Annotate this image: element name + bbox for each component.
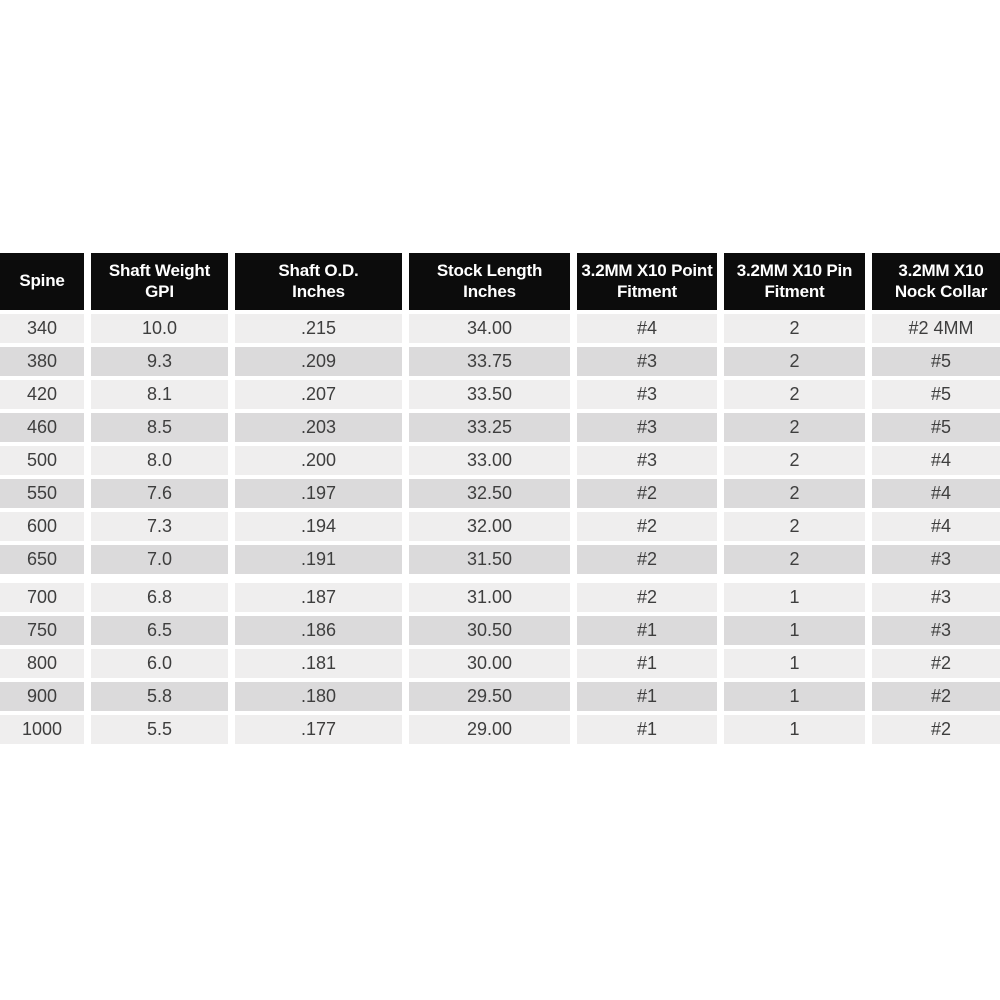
table-row (0, 682, 1000, 711)
cell: 460 (0, 413, 84, 442)
header-cell-line: Inches (292, 281, 345, 301)
cell: .181 (235, 649, 402, 678)
cell: 2 (724, 545, 865, 574)
cell: #5 (872, 347, 1000, 376)
header-cell-0 (0, 253, 84, 310)
header-cell-line: Nock Collar (894, 281, 988, 301)
cell: 900 (0, 682, 84, 711)
header-cell-line: Fitment (764, 281, 825, 301)
cell: .187 (235, 583, 402, 612)
cell: 1 (724, 616, 865, 645)
cell: 2 (724, 314, 865, 343)
cell: 32.50 (409, 479, 570, 508)
cell: #2 (577, 545, 717, 574)
header-cell-4 (577, 253, 717, 310)
cell: 380 (0, 347, 84, 376)
header-cell-line: Inches (463, 281, 516, 301)
cell: 31.00 (409, 583, 570, 612)
cell: 1 (724, 715, 865, 744)
table-row (0, 616, 1000, 645)
cell: #2 (577, 583, 717, 612)
group-spacer-cell (0, 578, 1000, 579)
cell: #3 (577, 347, 717, 376)
cell: 2 (724, 479, 865, 508)
cell: 600 (0, 512, 84, 541)
cell: #5 (872, 413, 1000, 442)
cell: #4 (872, 479, 1000, 508)
cell: 2 (724, 413, 865, 442)
group-spacer-row (0, 578, 1000, 579)
cell: 33.00 (409, 446, 570, 475)
cell: 30.50 (409, 616, 570, 645)
table-row (0, 446, 1000, 475)
cell: 29.00 (409, 715, 570, 744)
cell: 650 (0, 545, 84, 574)
cell: #3 (577, 446, 717, 475)
cell: 8.0 (91, 446, 228, 475)
cell: #3 (577, 380, 717, 409)
table-row (0, 413, 1000, 442)
cell: .200 (235, 446, 402, 475)
cell: #4 (577, 314, 717, 343)
cell: 31.50 (409, 545, 570, 574)
table-row (0, 649, 1000, 678)
cell: #2 (872, 649, 1000, 678)
table-row (0, 314, 1000, 343)
cell: #2 (577, 512, 717, 541)
cell: 1 (724, 649, 865, 678)
cell: .177 (235, 715, 402, 744)
cell: .194 (235, 512, 402, 541)
cell: 5.8 (91, 682, 228, 711)
cell: 10.0 (91, 314, 228, 343)
header-cell-line: Shaft O.D. (278, 260, 359, 280)
table-row (0, 545, 1000, 574)
cell: #1 (577, 682, 717, 711)
header-cell-3 (409, 253, 570, 310)
cell: .180 (235, 682, 402, 711)
header-cell-5 (724, 253, 865, 310)
cell: 5.5 (91, 715, 228, 744)
cell: 8.5 (91, 413, 228, 442)
cell: .191 (235, 545, 402, 574)
cell: #5 (872, 380, 1000, 409)
cell: 500 (0, 446, 84, 475)
cell: .203 (235, 413, 402, 442)
cell: .197 (235, 479, 402, 508)
cell: 29.50 (409, 682, 570, 711)
cell: .207 (235, 380, 402, 409)
cell: 1000 (0, 715, 84, 744)
cell: 2 (724, 446, 865, 475)
table-row (0, 512, 1000, 541)
header-cell-line: 3.2MM X10 Pin (736, 260, 853, 280)
header-cell-2 (235, 253, 402, 310)
cell: 6.8 (91, 583, 228, 612)
cell: #2 (577, 479, 717, 508)
cell: 700 (0, 583, 84, 612)
header-row (0, 253, 1000, 310)
cell: 7.3 (91, 512, 228, 541)
cell: 1 (724, 682, 865, 711)
table-row (0, 715, 1000, 744)
cell: .209 (235, 347, 402, 376)
cell: #1 (577, 649, 717, 678)
cell: 750 (0, 616, 84, 645)
cell: 2 (724, 347, 865, 376)
cell: .186 (235, 616, 402, 645)
cell: 34.00 (409, 314, 570, 343)
cell: 33.75 (409, 347, 570, 376)
cell: #3 (577, 413, 717, 442)
header-cell-line: Stock Length (436, 260, 543, 280)
cell: 30.00 (409, 649, 570, 678)
header-cell-line: Fitment (617, 281, 677, 301)
cell: 2 (724, 380, 865, 409)
cell: #2 (872, 682, 1000, 711)
header-cell-6 (872, 253, 1000, 310)
cell: 550 (0, 479, 84, 508)
header-cell-1 (91, 253, 228, 310)
header-cell-line: Spine (19, 271, 65, 291)
cell: 8.1 (91, 380, 228, 409)
cell: 800 (0, 649, 84, 678)
cell: 9.3 (91, 347, 228, 376)
header-cell-line: 3.2MM X10 (898, 260, 984, 280)
cell: #1 (577, 616, 717, 645)
cell: 420 (0, 380, 84, 409)
header-cell-line: 3.2MM X10 Point (581, 260, 713, 280)
cell: 2 (724, 512, 865, 541)
cell: 340 (0, 314, 84, 343)
cell: 6.0 (91, 649, 228, 678)
cell: #4 (872, 512, 1000, 541)
cell: 33.25 (409, 413, 570, 442)
cell: #3 (872, 545, 1000, 574)
cell: #3 (872, 583, 1000, 612)
table-row (0, 380, 1000, 409)
cell: 7.6 (91, 479, 228, 508)
cell: 33.50 (409, 380, 570, 409)
cell: .215 (235, 314, 402, 343)
cell: #1 (577, 715, 717, 744)
header-cell-line: GPI (145, 281, 174, 301)
header-cell-line: Shaft Weight (108, 260, 211, 280)
cell: #2 (872, 715, 1000, 744)
arrow-spec-table (0, 249, 1000, 748)
cell: #3 (872, 616, 1000, 645)
cell: 7.0 (91, 545, 228, 574)
cell: #2 4MM (872, 314, 1000, 343)
cell: 1 (724, 583, 865, 612)
cell: 32.00 (409, 512, 570, 541)
cell: #4 (872, 446, 1000, 475)
table-row (0, 583, 1000, 612)
cell: 6.5 (91, 616, 228, 645)
table-row (0, 347, 1000, 376)
table-body (0, 314, 1000, 744)
table-row (0, 479, 1000, 508)
